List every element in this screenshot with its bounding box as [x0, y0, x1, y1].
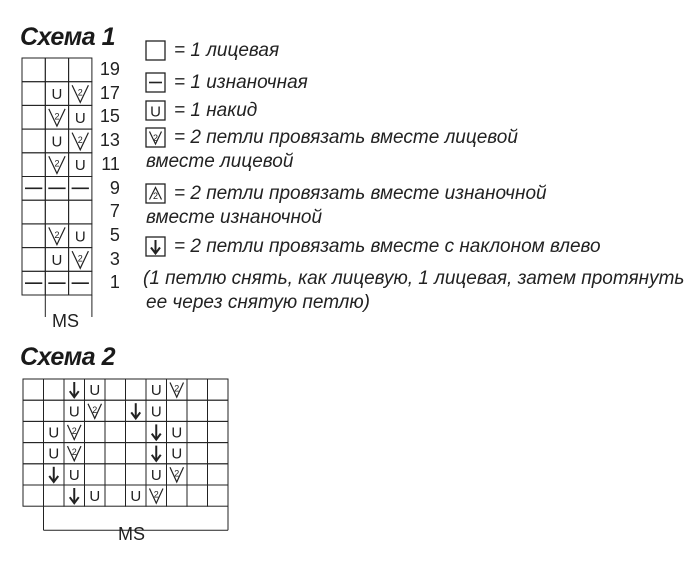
ssk-arrow-icon — [152, 446, 161, 461]
yo-symbol: U — [150, 466, 162, 484]
svg-text:2: 2 — [71, 447, 77, 458]
svg-text:2: 2 — [71, 426, 77, 436]
svg-text:2: 2 — [174, 383, 180, 394]
scheme1-title: Схема 1 — [20, 23, 115, 51]
scheme2-cell — [64, 379, 85, 400]
scheme1-row-number: 13 — [99, 130, 120, 151]
scheme2-cell — [105, 485, 126, 506]
scheme2-cell — [187, 421, 208, 442]
legend-knit-text: = 1 лицевая — [174, 40, 280, 61]
scheme2-cell — [44, 400, 65, 421]
k2tog-icon — [170, 383, 184, 398]
legend-p2tog-text-1: = 2 петли провязать вместе изнаночной — [174, 183, 547, 204]
svg-text:U: U — [150, 103, 161, 121]
scheme2-cell — [187, 443, 208, 464]
k2tog-icon — [88, 404, 102, 419]
legend-ssk-text-2: (1 петлю снять, как лицевую, 1 лицевая, затем протянуть — [143, 268, 685, 289]
yo-symbol: U — [68, 466, 80, 484]
scheme1-row-number: 15 — [99, 106, 120, 127]
scheme2-cell — [85, 443, 106, 464]
scheme2-cell — [167, 400, 188, 421]
scheme1-row-number: 5 — [109, 224, 120, 245]
scheme1-row-number: 3 — [109, 248, 120, 269]
legend-ssk-text-1: = 2 петли провязать вместе с наклоном влево — [174, 236, 601, 257]
scheme2-cell — [126, 379, 147, 400]
legend-p2tog-text-2: вместе изнаночной — [146, 207, 323, 228]
scheme2-ms-label: MS — [114, 524, 149, 545]
scheme2-cell — [167, 443, 188, 464]
scheme2-cell — [64, 464, 85, 485]
yo-symbol: U — [171, 445, 183, 463]
scheme2-cell — [64, 421, 85, 442]
yo-symbol: U — [150, 382, 162, 400]
scheme1-ms-label: MS — [48, 311, 83, 332]
legend-ssk-text-3: ее через снятую петлю) — [146, 292, 370, 313]
scheme2-cell — [85, 379, 106, 400]
scheme2-cell — [64, 485, 85, 506]
scheme2-cell — [167, 379, 188, 400]
yo-symbol: U — [150, 403, 162, 421]
yo-symbol: U — [51, 251, 63, 269]
ssk-arrow-icon — [49, 467, 58, 482]
yo-symbol: U — [74, 157, 86, 175]
svg-text:2: 2 — [54, 111, 60, 122]
scheme2-cell — [146, 421, 167, 442]
scheme2-cell — [146, 400, 167, 421]
scheme2-cell — [85, 464, 106, 485]
scheme1-row-number: 11 — [101, 153, 120, 174]
ssk-arrow-icon — [70, 488, 79, 503]
scheme2-cell — [105, 400, 126, 421]
scheme2-cell — [187, 400, 208, 421]
scheme2-cell — [126, 421, 147, 442]
scheme2-cell — [208, 485, 229, 506]
svg-text:2: 2 — [54, 229, 60, 240]
scheme2-cell — [85, 400, 106, 421]
k2tog-icon — [170, 467, 184, 482]
scheme2-cell — [85, 485, 106, 506]
ssk-arrow-icon — [152, 424, 161, 439]
yo-symbol: U — [48, 424, 60, 442]
scheme1-row-number: 7 — [109, 201, 120, 222]
scheme2-cell — [167, 485, 188, 506]
svg-text:2: 2 — [92, 404, 98, 415]
scheme2-cell — [208, 379, 229, 400]
yo-symbol: U — [89, 488, 101, 506]
yo-symbol: U — [48, 445, 60, 463]
scheme2-cell — [126, 485, 147, 506]
scheme2-cell — [126, 464, 147, 485]
scheme2-cell — [208, 443, 229, 464]
yo-symbol: U — [171, 424, 183, 442]
svg-text:2: 2 — [152, 133, 159, 143]
svg-text:2: 2 — [174, 468, 180, 479]
scheme2-cell — [23, 464, 44, 485]
scheme2-cell — [23, 421, 44, 442]
scheme2-title: Схема 2 — [20, 343, 115, 371]
scheme2-cell — [146, 443, 167, 464]
scheme1-row-number: 19 — [99, 59, 120, 79]
scheme2-cell — [208, 400, 229, 421]
scheme1-row-number: 17 — [99, 82, 120, 103]
legend-yo-text: = 1 накид — [174, 100, 258, 121]
scheme2-cell — [44, 421, 65, 442]
yo-symbol: U — [130, 488, 142, 506]
scheme2-cell — [146, 379, 167, 400]
scheme2-cell — [44, 443, 65, 464]
scheme1-row-number: 9 — [109, 177, 120, 198]
svg-text:2: 2 — [54, 158, 60, 169]
yo-symbol: U — [74, 109, 86, 127]
yo-symbol: U — [74, 228, 86, 246]
svg-text:2: 2 — [77, 87, 83, 98]
scheme2-cell — [146, 464, 167, 485]
k2tog-icon — [68, 446, 82, 461]
scheme2-cell — [187, 464, 208, 485]
k2tog-icon — [150, 489, 164, 504]
yo-symbol: U — [68, 403, 80, 421]
scheme2-cell — [64, 443, 85, 464]
scheme2-cell — [44, 379, 65, 400]
legend-k2tog-text-2: вместе лицевой — [146, 151, 294, 172]
yo-symbol: U — [89, 382, 101, 400]
scheme2-cell — [126, 443, 147, 464]
scheme2-cell — [167, 421, 188, 442]
scheme2-cell — [105, 379, 126, 400]
svg-text:2: 2 — [77, 134, 83, 145]
scheme2-cell — [126, 400, 147, 421]
scheme1-row-number: 1 — [109, 272, 120, 293]
k2tog-icon — [68, 425, 82, 440]
scheme2-cell — [105, 421, 126, 442]
scheme2-cell — [187, 379, 208, 400]
scheme2-cell — [208, 421, 229, 442]
scheme2-cell — [23, 443, 44, 464]
scheme2-cell — [105, 464, 126, 485]
svg-text:2: 2 — [153, 489, 159, 500]
ssk-arrow-icon — [131, 403, 140, 418]
scheme2-cell — [64, 400, 85, 421]
scheme2-cell — [105, 443, 126, 464]
scheme2-cell — [146, 485, 167, 506]
scheme2-cell — [44, 464, 65, 485]
scheme2-cell — [167, 464, 188, 485]
scheme2-cell — [23, 379, 44, 400]
svg-text:2: 2 — [77, 253, 83, 264]
scheme2-cell — [23, 485, 44, 506]
scheme2-cell — [85, 421, 106, 442]
svg-text:2: 2 — [152, 191, 159, 201]
scheme2-cell — [44, 485, 65, 506]
legend-purl-text: = 1 изнаночная — [174, 72, 308, 93]
scheme2-cell — [208, 464, 229, 485]
yo-symbol: U — [51, 86, 63, 104]
yo-symbol: U — [51, 133, 63, 151]
scheme2-cell — [23, 400, 44, 421]
legend-k2tog-text-1: = 2 петли провязать вместе лицевой — [174, 127, 518, 148]
scheme2-cell — [187, 485, 208, 506]
ssk-arrow-icon — [70, 382, 79, 397]
